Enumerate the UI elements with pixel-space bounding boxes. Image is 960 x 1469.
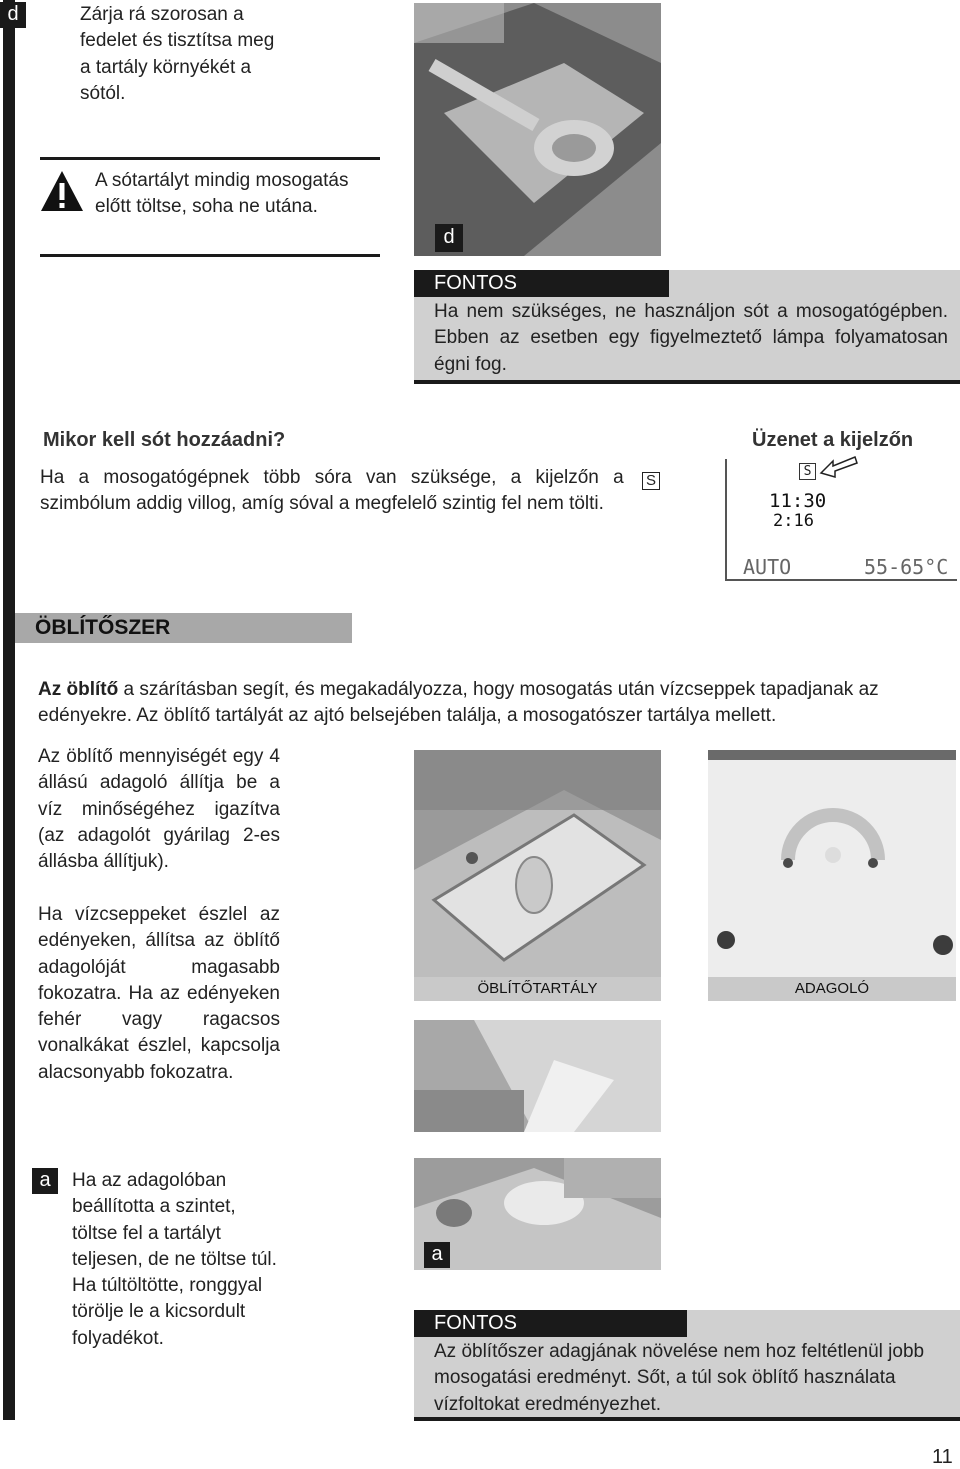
caption-dispenser: ADAGOLÓ [708, 977, 956, 1001]
warning-top-rule [40, 157, 380, 160]
salt-symbol-icon: S [642, 472, 660, 490]
display-time1: 11:30 [769, 490, 827, 512]
step-d-tag: d [0, 2, 26, 28]
spots-text: Ha vízcseppeket észlel az edényeken, állítsa az öblítő adagolóját magasabb fokozatra. Ha az edényeken fehér vagy ragacsos vonalkákat észlel, kapcsolja alacsonyabb fokozatra. [38, 904, 280, 1083]
amount-text: Az öblítő mennyiségét egy 4 állású adagoló állítja be a víz minőségéhez igazítva (az adagolót gyárilag 2-es állásba állítjuk). [38, 746, 280, 873]
dispenser-photo [708, 750, 956, 977]
important-title-salt: FONTOS [414, 270, 669, 297]
page-number: 11 [932, 1446, 953, 1468]
display-title: Üzenet a kijelzőn [752, 429, 914, 451]
when-title: Mikor kell sót hozzáadni? [43, 429, 286, 451]
step-a-text: Ha az adagolóban beállította a szintet, töltse fel a tartályt teljesen, de ne töltse túl. Ha túltöltötte, ronggyal törölje le a kicsordult folyadékot. [72, 1170, 277, 1349]
rinse-intro [38, 677, 954, 730]
important-text-salt: Ha nem szükséges, ne használjon sót a mosogatógépben. Ebben az esetben egy figyelmeztető lámpa folyamatosan égni fog. [434, 301, 948, 375]
display-time2: 2:16 [773, 511, 814, 531]
photo-d-tag: d [435, 224, 463, 252]
step-a-tag: a [32, 1168, 58, 1194]
left-margin-bar [3, 0, 15, 1420]
important-text-rinse: Az öblítőszer adagjának növelése nem hoz feltétlenül jobb mosogatási eredményt. Sőt, a túl sok öblítő használata vízfoltokat eredményezhet. [434, 1341, 925, 1415]
warning-icon [40, 169, 84, 213]
rinse-tank-photo [414, 750, 661, 977]
when-paragraph [40, 465, 660, 518]
rinse-intro-bold: Az öblítő [38, 679, 119, 700]
warning-bottom-rule [40, 254, 380, 257]
display-temp: 55-65°C [864, 555, 949, 579]
display-salt-symbol: S [799, 463, 816, 480]
display-mode: AUTO [743, 555, 792, 579]
photo-a-tag: a [424, 1242, 450, 1268]
caption-tank: ÖBLÍTŐTARTÁLY [414, 977, 661, 1001]
rinse-fill-photo [414, 1158, 661, 1270]
rinse-intro-text: a szárításban segít, és megakadályozza, hogy mosogatás után vízcseppek tapadjanak az edényekre. Az öblítő tartályát az ajtó belsejében találja, a mosogatószer tartálya mellett. [38, 679, 879, 727]
warning-text: A sótartályt mindig mosogatás előtt töltse, soha ne utána. [95, 170, 349, 218]
filling-photo-top [414, 1020, 661, 1132]
salt-container-photo [414, 3, 661, 256]
section-title-rinse: ÖBLÍTŐSZER [15, 613, 352, 643]
when-text: Ha a mosogatógépnek több sóra van szüksége, a kijelzőn a [40, 467, 624, 488]
step-d-text: Zárja rá szorosan a fedelet és tisztítsa meg a tartály környékét a sótól. [80, 4, 275, 104]
when-text2: szimbólum addig villog, amíg sóval a megfelelő szintig fel nem tölti. [40, 493, 604, 515]
arrow-icon [819, 455, 859, 481]
display-panel [725, 459, 957, 581]
important-title-rinse: FONTOS [414, 1310, 687, 1337]
